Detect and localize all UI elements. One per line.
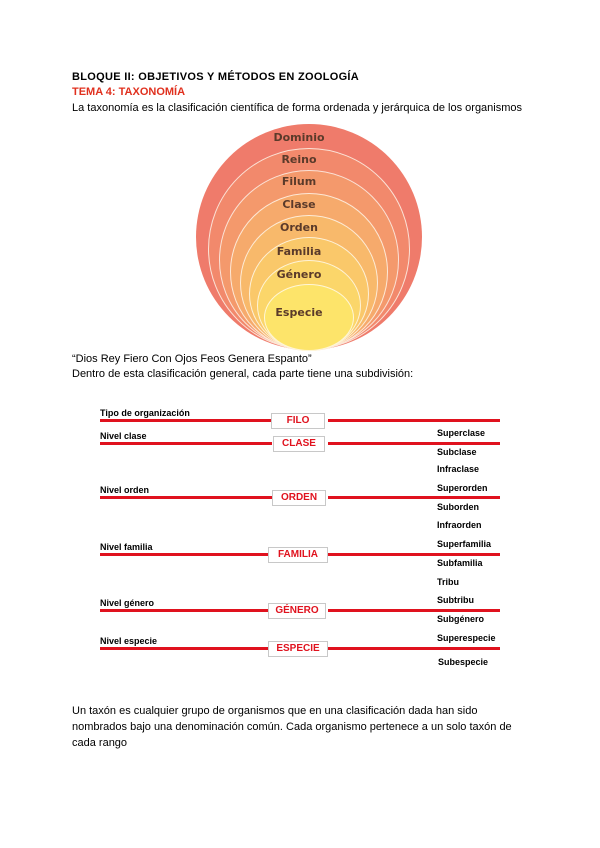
rank-label: Orden [280, 221, 318, 234]
level-label: Nivel género [100, 598, 155, 608]
subdivision-item: Subespecie [438, 657, 489, 667]
subdivision-item: Subfamilia [437, 558, 483, 568]
subdivision-item: Superespecie [437, 633, 496, 643]
level-line [328, 609, 500, 612]
subdivision-item: Subtribu [437, 595, 474, 605]
level-line [100, 496, 272, 499]
subdivision-item: Infraorden [437, 520, 482, 530]
rank-box-filo: FILO [271, 413, 325, 429]
rank-label: Especie [275, 306, 323, 319]
level-label: Nivel orden [100, 485, 150, 495]
subdivision-item: Superfamilia [437, 539, 492, 549]
closing-text: Un taxón es cualquier grupo de organismos que en una clasificación dada han sido nombrados bajo una denominación común. Cada organismo pertenece a un solo taxón de cada rango [72, 705, 512, 749]
rank-label: Familia [276, 245, 322, 258]
level-line [100, 647, 272, 650]
subdivision-item: Tribu [437, 577, 459, 587]
rank-label: Filum [281, 175, 317, 188]
rank-label: Dominio [273, 131, 325, 144]
level-line [328, 647, 500, 650]
subdivision-item: Subclase [437, 447, 477, 457]
rank-label: Género [276, 268, 322, 281]
level-label: Tipo de organización [100, 408, 190, 418]
level-label: Nivel familia [100, 542, 153, 552]
subdivision-item: Suborden [437, 502, 479, 512]
subdivision-text: Dentro de esta clasificación general, cada parte tiene una subdivisión: [72, 368, 414, 380]
rank-label: Clase [282, 198, 316, 211]
rank-label: Reino [281, 153, 317, 166]
level-label: Nivel clase [100, 431, 147, 441]
subdivision-item: Subgénero [437, 614, 485, 624]
block-title: BLOQUE II: OBJETIVOS Y MÉTODOS EN ZOOLOGÍA [72, 71, 360, 83]
level-line [100, 609, 272, 612]
subdivision-item: Infraclase [437, 464, 480, 474]
subdivision-item: Superclase [437, 428, 486, 438]
topic-title: TEMA 4: TAXONOMÍA [72, 86, 186, 98]
level-line [328, 496, 500, 499]
level-line [328, 553, 500, 556]
intro-text: La taxonomía es la clasificación científica de forma ordenada y jerárquica de los organismos [72, 102, 523, 114]
mnemonic-text: “Dios Rey Fiero Con Ojos Feos Genera Espanto” [72, 353, 312, 365]
rank-box-clase: CLASE [273, 436, 325, 452]
level-line [328, 419, 500, 422]
rank-box-especie: ESPECIE [268, 641, 328, 657]
level-line [100, 553, 272, 556]
subdivision-item: Superorden [437, 483, 488, 493]
level-line [100, 442, 272, 445]
level-line [100, 419, 272, 422]
level-label: Nivel especie [100, 636, 158, 646]
rank-box-familia: FAMILIA [268, 547, 328, 563]
rank-box-genero: GÉNERO [268, 603, 326, 619]
level-line [328, 442, 500, 445]
rank-box-orden: ORDEN [272, 490, 326, 506]
